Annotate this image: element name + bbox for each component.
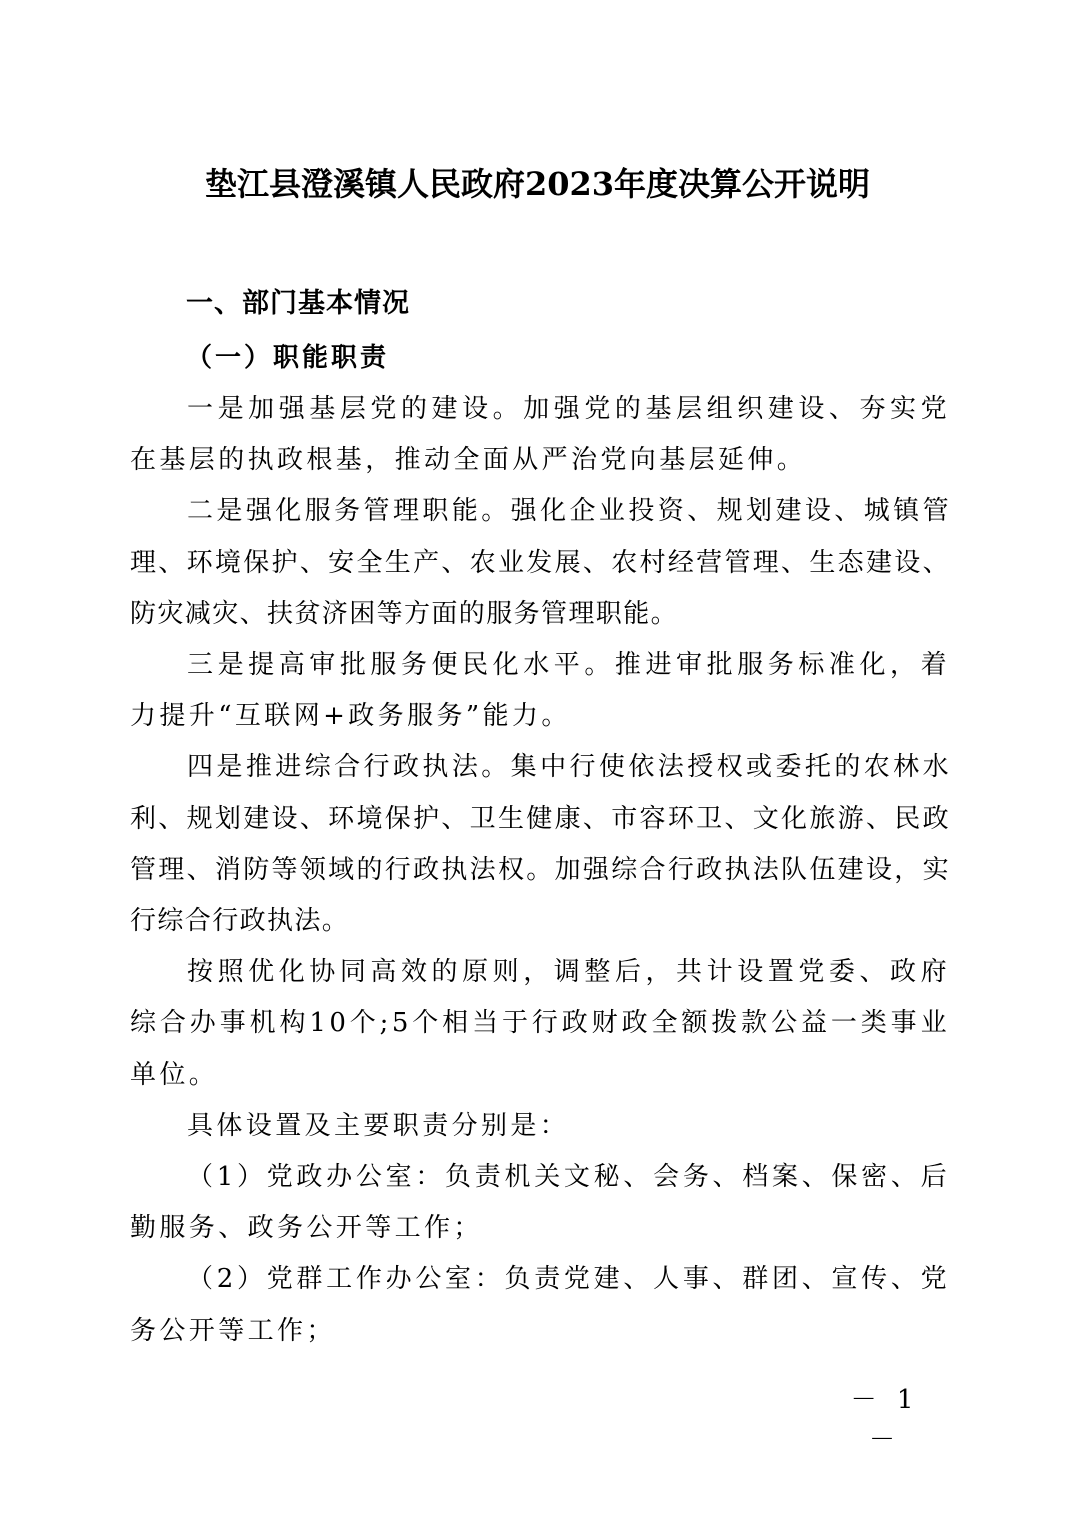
- page-number: － 1 －: [850, 1385, 920, 1455]
- paragraph-office-2: （2）党群工作办公室：负责党建、人事、群团、宣传、党务公开等工作；: [130, 1264, 950, 1346]
- paragraph-party-building: 一是加强基层党的建设。加强党的基层组织建设、夯实党在基层的执政根基，推动全面从严治党向基层延伸。: [130, 394, 950, 476]
- paragraph-law-enforcement: 四是推进综合行政执法。集中行使依法授权或委托的农林水利、规划建设、环境保护、卫生健康、市容环卫、文化旅游、民政管理、消防等领域的行政执法权。加强综合行政执法队伍建设，实行综合行政执法。: [130, 752, 950, 937]
- document-title: 垫江县澄溪镇人民政府2023年度决算公开说明: [204, 165, 871, 203]
- paragraph-office-1: （1）党政办公室：负责机关文秘、会务、档案、保密、后勤服务、政务公开等工作；: [130, 1162, 950, 1244]
- paragraph-organization-setup: 按照优化协同高效的原则，调整后，共计设置党委、政府综合办事机构10个;5个相当于行政财政全额拨款公益一类事业单位。: [130, 957, 950, 1090]
- paragraph-service-management: 二是强化服务管理职能。强化企业投资、规划建设、城镇管理、环境保护、安全生产、农业发展、农村经营管理、生态建设、防灾减灾、扶贫济困等方面的服务管理职能。: [130, 496, 950, 629]
- subsection-heading: （一）职能职责: [186, 343, 390, 373]
- paragraph-approval-service: 三是提高审批服务便民化水平。推进审批服务标准化，着力提升“互联网+政务服务”能力。: [130, 650, 950, 732]
- section-heading: 一、部门基本情况: [186, 288, 410, 319]
- paragraph-responsibilities-intro: 具体设置及主要职责分别是：: [187, 1110, 570, 1141]
- document-body: [130, 276, 950, 1357]
